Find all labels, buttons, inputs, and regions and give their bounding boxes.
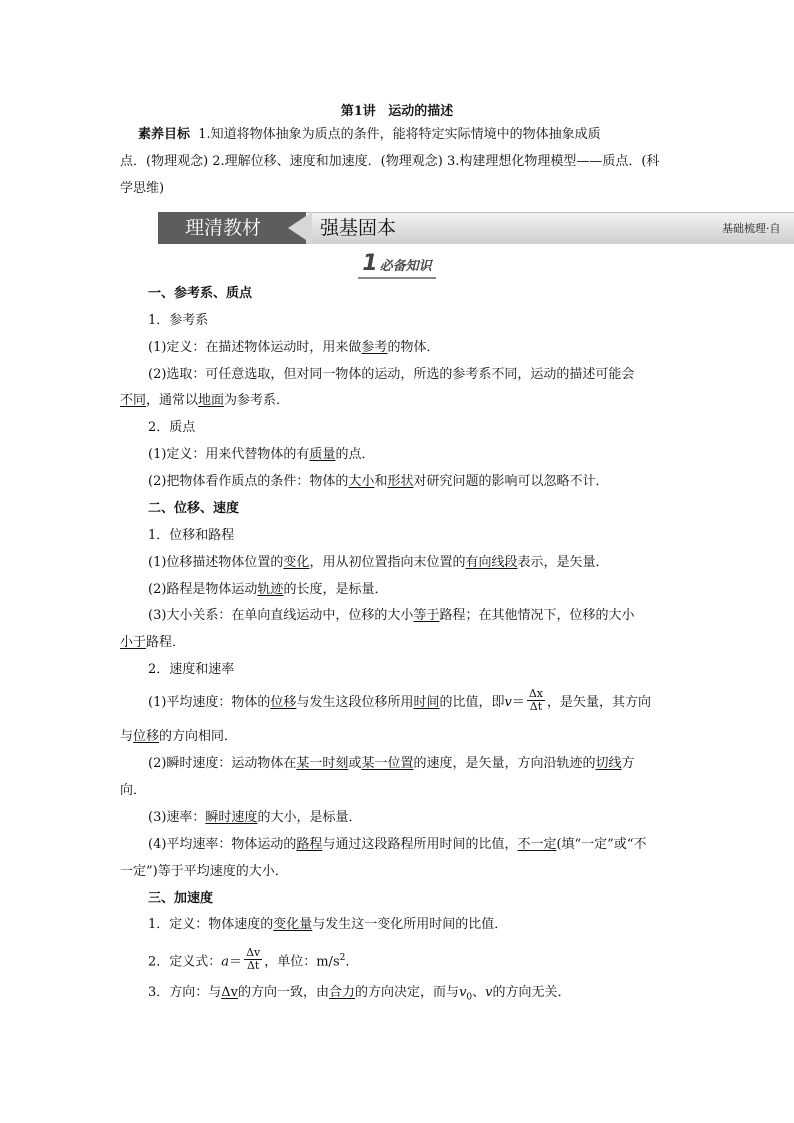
sec3-definition: 1．定义：物体速度的变化量与发生这一变化所用时间的比值． bbox=[148, 917, 508, 932]
section-2-heading: 二、位移、速度 bbox=[148, 501, 240, 516]
sec1-p2-heading: 2．质点 bbox=[148, 420, 196, 435]
sec3-direction: 3．方向：与Δv的方向一致，由合力的方向决定，而与$v_0$、v的方向无关． bbox=[148, 985, 571, 1003]
sec2-p1-displacement: (1)位移描述物体位置的变化，用从初位置指向末位置的有向线段表示，是矢量． bbox=[148, 555, 609, 570]
lecture-topic: 运动的描述 bbox=[388, 104, 454, 119]
subhead-underline bbox=[358, 277, 435, 279]
banner-wedge bbox=[288, 212, 312, 244]
sec2-p1-distance: (2)路程是物体运动轨迹的长度，是标量． bbox=[148, 582, 388, 597]
banner-dark-label: 理清教材 bbox=[184, 217, 261, 239]
sec2-p2-average-speed-line-1: (4)平均速率：物体运动的路程与通过这段路程所用时间的比值，不一定(填“一定”或“不 bbox=[148, 837, 647, 852]
sec1-p1-definition: (1)定义：在描述物体运动时，用来做参考的物体． bbox=[148, 340, 440, 355]
sec2-p1-relation-line-1: (3)大小关系：在单向直线运动中，位移的大小等于路程；在其他情况下，位移的大小 bbox=[148, 608, 635, 623]
velocity-fraction: $\frac{\Delta x}{\Delta t}$ bbox=[528, 687, 544, 713]
sec2-p2-instant-velocity-line-2: 向． bbox=[120, 783, 147, 798]
banner-right-label: 基础梳理·自 bbox=[722, 222, 781, 235]
section-banner bbox=[158, 212, 794, 244]
sec2-p2-heading: 2．速度和速率 bbox=[148, 662, 235, 677]
sec1-p2-definition: (1)定义：用来代替物体的有质量的点． bbox=[148, 447, 375, 462]
sec2-p1-relation-line-2: 小于路程． bbox=[120, 635, 186, 650]
subhead bbox=[0, 251, 794, 277]
sec2-p2-average-speed-line-2: 一定”)等于平均速度的大小． bbox=[120, 864, 288, 879]
page-title bbox=[0, 100, 794, 119]
goals-line-2: 点．(物理观念) 2.理解位移、速度和加速度．(物理观念) 3.构建理想化物理模型——质点．(科 bbox=[120, 154, 660, 169]
sec1-p1-selection-line-2: 不同，通常以地面为参考系． bbox=[120, 393, 290, 408]
sec1-p1-selection-line-1: (2)选取：可任意选取，但对同一物体的运动，所选的参考系不同，运动的描述可能会 bbox=[148, 367, 635, 382]
sec1-p2-condition: (2)把物体看作质点的条件：物体的大小和形状对研究问题的影响可以忽略不计． bbox=[148, 474, 609, 489]
acceleration-fraction: $\frac{\Delta v}{\Delta t}$ bbox=[246, 946, 261, 973]
section-3-heading: 三、加速度 bbox=[148, 891, 214, 906]
goals-line-1: 素养目标 1.知道将物体抽象为质点的条件，能将特定实际情境中的物体抽象成质 bbox=[138, 127, 601, 142]
subhead-text: 必备知识 bbox=[379, 259, 432, 274]
sec2-p2-instant-velocity-line-1: (2)瞬时速度：运动物体在某一时刻或某一位置的速度，是矢量，方向沿轨迹的切线方 bbox=[148, 756, 635, 771]
banner-light-label: 强基固本 bbox=[320, 217, 397, 239]
goals-line-3: 学思维) bbox=[120, 181, 165, 196]
sec2-p1-heading: 1．位移和路程 bbox=[148, 528, 235, 543]
sec3-formula: 2．定义式：a＝ $\frac{\Delta v}{\Delta t}$ ，单位：$m/s^2$． bbox=[148, 946, 359, 973]
sec1-p1-heading: 1．参考系 bbox=[148, 313, 209, 328]
lecture-number: 第1讲 bbox=[340, 104, 376, 119]
subhead-number: 1 bbox=[362, 251, 378, 276]
sec2-p2-speed: (3)速率：瞬时速度的大小，是标量． bbox=[148, 810, 362, 825]
goals-label: 素养目标 bbox=[138, 127, 191, 142]
section-1-heading: 一、参考系、质点 bbox=[148, 286, 253, 301]
sec2-p2-average-velocity-line-1: (1)平均速度：物体的位移与发生这段位移所用时间的比值，即v＝ $\frac{\Delta x}{\Delta t}$ ，是矢量，其方向 bbox=[148, 687, 652, 713]
sec2-p2-average-velocity-line-2: 与位移的方向相同． bbox=[120, 729, 238, 744]
